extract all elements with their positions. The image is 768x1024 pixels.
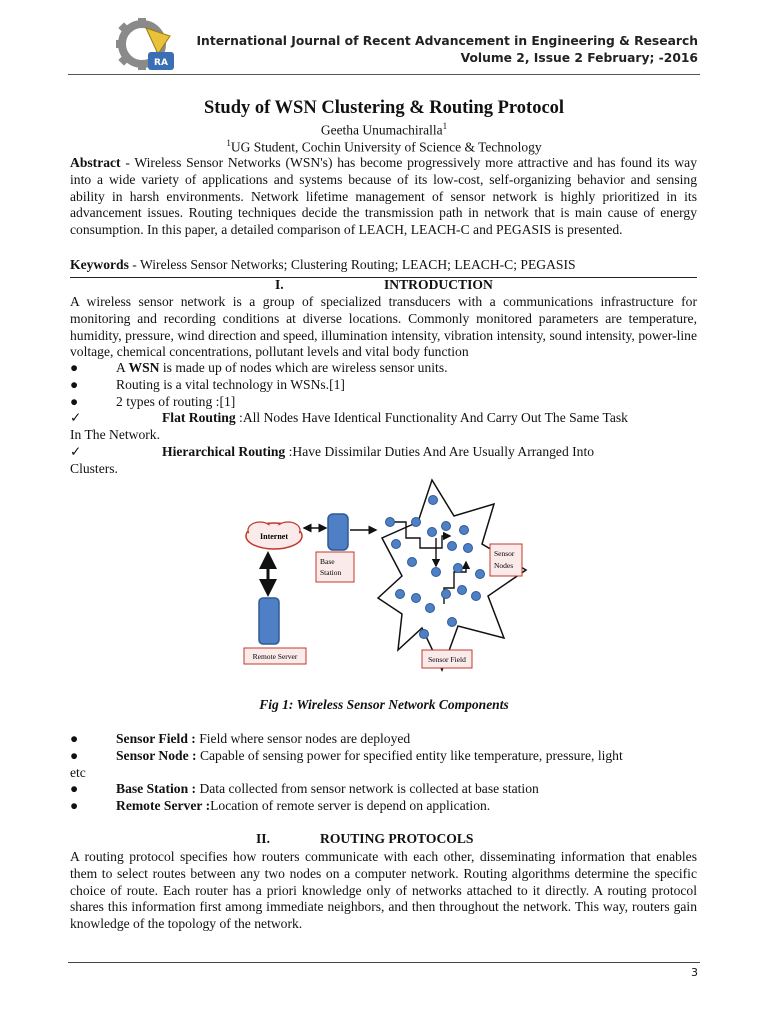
abstract-label: Abstract xyxy=(70,155,121,170)
section-2-title: ROUTING PROTOCOLS xyxy=(320,831,474,846)
checkmark-icon: ✓ xyxy=(70,444,82,459)
sensor-field-label: Sensor Field xyxy=(428,655,466,664)
flat-routing-label: Flat Routing xyxy=(162,410,236,425)
bullet-text: Routing is a vital technology in WSNs.[1] xyxy=(116,377,345,392)
base-station-label-1: Base xyxy=(320,557,335,566)
list-item xyxy=(70,360,448,377)
section-2-number: II. xyxy=(256,831,270,846)
component-label: Base Station : xyxy=(116,781,197,796)
remote-server-label: Remote Server xyxy=(252,652,298,661)
header-divider xyxy=(68,74,700,75)
list-item: ● Sensor Node : Capable of sensing power for specified entity like temperature, pressure, light xyxy=(70,748,623,763)
bullet-icon: ● xyxy=(70,781,79,796)
component-cont: etc xyxy=(70,765,86,780)
journal-logo xyxy=(112,14,180,76)
svg-text:RA: RA xyxy=(154,58,168,68)
list-item xyxy=(70,377,345,394)
abstract xyxy=(70,155,697,239)
journal-name: International Journal of Recent Advancement in Engineering & Research xyxy=(196,34,698,48)
affiliation-sup: 1 xyxy=(226,138,231,148)
routing-paragraph: A routing protocol specifies how routers communicate with each other, disseminating information that enables them to select routes between any two nodes on a computer network. Routing algorithms determine the specific choice of route. Each router has a priori knowledge only of networks attached to it directly. A routing protocol shares this information first among immediate neighbors, and then throughout the network. This way, routers gain knowledge of the topology of the network. xyxy=(70,849,697,932)
section-1-heading xyxy=(275,277,493,293)
paper-title: Study of WSN Clustering & Routing Protocol xyxy=(203,98,565,118)
internet-label: Internet xyxy=(260,532,288,541)
keywords-label: Keywords xyxy=(70,257,129,272)
component-label: Sensor Node : xyxy=(116,748,197,763)
bullet-icon: ● xyxy=(70,360,79,375)
hierarchical-routing-label: Hierarchical Routing xyxy=(162,444,286,459)
section-1-number: I. xyxy=(275,277,284,292)
component-label: Remote Server : xyxy=(116,798,211,813)
affiliation: UG Student, Cochin University of Science & Technology xyxy=(230,139,542,155)
list-item: ● Sensor Field : Field where sensor nodes are deployed xyxy=(70,731,411,746)
bullet-icon: ● xyxy=(70,748,79,763)
bullet-text: A WSN is made up of nodes which are wireless sensor units. xyxy=(116,360,448,375)
figure-caption: Fig 1: Wireless Sensor Network Components xyxy=(259,697,509,712)
bullet-icon: ● xyxy=(70,377,79,392)
base-station-label-2: Station xyxy=(320,568,342,577)
flat-routing-cont: In The Network. xyxy=(70,427,160,442)
keywords xyxy=(70,257,576,274)
keywords-text: - Wireless Sensor Networks; Clustering Routing; LEACH; LEACH-C; PEGASIS xyxy=(128,257,576,272)
check-item-flat-routing: ✓ Flat Routing :All Nodes Have Identical Functionality And Carry Out The Same Task xyxy=(70,410,628,425)
author-name: Geetha Unumachiralla xyxy=(320,122,443,138)
page-number: 3 xyxy=(691,966,698,979)
component-label: Sensor Field : xyxy=(116,731,196,746)
list-item xyxy=(70,394,236,411)
journal-header xyxy=(196,33,698,67)
author-line xyxy=(0,121,768,139)
list-item: ● Base Station : Data collected from sensor network is collected at base station xyxy=(70,781,539,796)
base-station-icon xyxy=(328,514,348,550)
check-item-hierarchical-routing: ✓ Hierarchical Routing :Have Dissimilar Duties And Are Usually Arranged Into xyxy=(70,444,595,459)
list-item: ● Remote Server :Location of remote server is depend on application. xyxy=(70,798,491,813)
sensor-nodes-label-2: Nodes xyxy=(494,561,514,570)
wsn-figure xyxy=(232,478,542,678)
internet-cloud xyxy=(246,522,302,549)
bullet-icon: ● xyxy=(70,798,79,813)
checkmark-icon: ✓ xyxy=(70,410,82,425)
affiliation-line xyxy=(0,138,768,156)
bullet-icon: ● xyxy=(70,394,79,409)
abstract-text: - Wireless Sensor Networks (WSN's) has become progressively more attractive and has found its way into a wide variety of applications and systems because of its low-cost, self-organizing behavior and sensing ability in harsh environments. Network lifetime management of sensor network is highly prioritized in its advancement issues. Routing techniques decide the transmission path in network that is main cause of energy consumption. In this paper, a detailed comparison of LEACH, LEACH-C and PEGASIS is presented. xyxy=(70,155,697,238)
remote-server-icon xyxy=(259,598,279,644)
hierarchical-routing-cont: Clusters. xyxy=(70,461,118,476)
section-2-heading xyxy=(256,831,474,847)
section-1-title: INTRODUCTION xyxy=(384,277,493,292)
sensor-nodes-label-1: Sensor xyxy=(494,549,515,558)
footer-divider xyxy=(68,962,700,963)
author-sup: 1 xyxy=(442,121,448,131)
volume-issue: Volume 2, Issue 2 February; -2016 xyxy=(460,51,698,65)
bullet-text: 2 types of routing :[1] xyxy=(116,394,236,409)
bullet-icon: ● xyxy=(70,731,79,746)
intro-paragraph: A wireless sensor network is a group of specialized transducers with a communications infrastructure for monitoring and recording conditions at diverse locations. Commonly monitored parameters are temperature, humidity, pressure, wind direction and speed, illumination intensity, vibration intensity, sound intensity, power-line voltage, chemical concentrations, pollutant levels and vital body function xyxy=(70,294,697,360)
